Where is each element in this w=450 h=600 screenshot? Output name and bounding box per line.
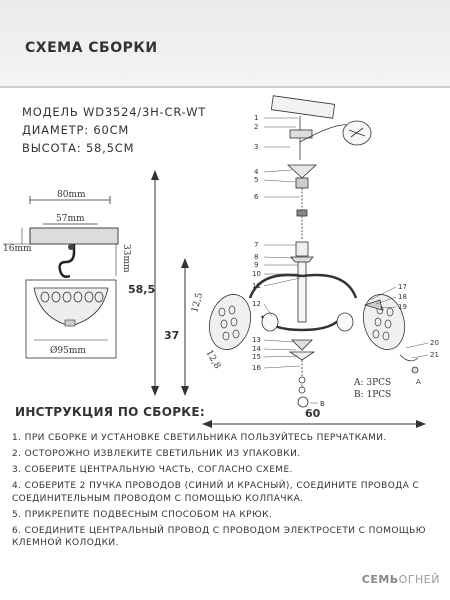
mount-bracket-drawing bbox=[3, 190, 131, 277]
instructions-title: ИНСТРУКЦИЯ ПО СБОРКЕ: bbox=[15, 405, 206, 419]
part-label-14: 14 bbox=[252, 345, 261, 353]
brand-logo bbox=[362, 573, 440, 586]
shade-diameter: Ø95mm bbox=[50, 346, 86, 356]
legend-b: B: 1PCS bbox=[354, 390, 392, 400]
instruction-step: 2. ОСТОРОЖНО ИЗВЛЕКИТЕ СВЕТИЛЬНИК ИЗ УПАКОВКИ. bbox=[12, 449, 301, 459]
page-title: СХЕМА СБОРКИ bbox=[25, 40, 158, 56]
part-label-b: B bbox=[320, 400, 325, 408]
part-label-2: 2 bbox=[254, 123, 259, 131]
dim-arm-top: 12,5 bbox=[190, 291, 206, 314]
part-label-8: 8 bbox=[254, 253, 259, 261]
mount-hook-height: 33mm bbox=[121, 244, 131, 273]
instruction-step: 6. СОЕДИНИТЕ ЦЕНТРАЛЬНЫЙ ПРОВОД С ПРОВОДОМ ЭЛЕКТРОСЕТИ С ПОМОЩЬЮ КЛЕМНОЙ КОЛОДКИ. bbox=[12, 525, 426, 548]
part-label-18: 18 bbox=[398, 293, 407, 301]
part-label-11: 11 bbox=[252, 282, 261, 290]
part-label-20: 20 bbox=[430, 339, 439, 347]
spec-model: МОДЕЛЬ WD3524/3H-CR-WT bbox=[22, 105, 207, 119]
part-label-a: A bbox=[416, 378, 421, 386]
spec-diameter: ДИАМЕТР: 60СМ bbox=[22, 123, 130, 137]
part-label-15: 15 bbox=[252, 353, 261, 361]
part-label-6: 6 bbox=[254, 193, 259, 201]
brand-bold: СЕМЬ bbox=[361, 573, 399, 586]
spec-height: ВЫСОТА: 58,5СМ bbox=[22, 141, 135, 155]
instruction-step: 5. ПРИКРЕПИТЕ ПОДВЕСНЫМ СПОСОБОМ НА КРЮК. bbox=[12, 509, 273, 520]
shade-drawing bbox=[26, 280, 116, 358]
dim-body-height: 37 bbox=[164, 329, 180, 342]
dim-total-height: 58,5 bbox=[128, 283, 156, 296]
leader-lines bbox=[264, 118, 428, 403]
legend-a: A: 3PCS bbox=[354, 378, 392, 388]
part-label-17: 17 bbox=[398, 283, 407, 291]
part-label-3: 3 bbox=[254, 143, 259, 151]
brand-light: ОГНЕЙ bbox=[398, 573, 440, 586]
chandelier-drawing bbox=[203, 96, 418, 407]
mount-depth: 16mm bbox=[3, 244, 32, 254]
instruction-step: 4. СОБЕРИТЕ 2 ПУЧКА ПРОВОДОВ (СИНИЙ И КРАСНЫЙ), СОЕДИНИТЕ ПРОВОДА С СОЕДИНИТЕЛЬНЫМ ПРОВОДОМ С ПОМОЩЬЮ КОЛПАЧКА. bbox=[12, 481, 420, 504]
part-label-21: 21 bbox=[430, 351, 439, 359]
mount-width-inner: 57mm bbox=[56, 214, 85, 224]
part-label-10: 10 bbox=[252, 270, 261, 278]
part-label-7: 7 bbox=[254, 241, 259, 249]
part-label-5: 5 bbox=[254, 176, 259, 184]
part-label-13: 13 bbox=[252, 336, 261, 344]
part-label-16: 16 bbox=[252, 364, 261, 372]
dim-arm-bottom: 12,8 bbox=[203, 348, 223, 371]
instructions-list bbox=[12, 432, 442, 553]
mount-width-outer: 80mm bbox=[57, 190, 86, 200]
instruction-step: 1. ПРИ СБОРКЕ И УСТАНОВКЕ СВЕТИЛЬНИКА ПОЛЬЗУЙТЕСЬ ПЕРЧАТКАМИ. bbox=[12, 433, 387, 443]
part-label-12: 12 bbox=[252, 300, 261, 308]
part-label-9: 9 bbox=[254, 261, 259, 269]
part-label-1: 1 bbox=[254, 114, 259, 122]
dim-width: 60 bbox=[305, 407, 321, 420]
instruction-step: 3. СОБЕРИТЕ ЦЕНТРАЛЬНУЮ ЧАСТЬ, СОГЛАСНО СХЕМЕ. bbox=[12, 465, 293, 475]
part-label-4: 4 bbox=[254, 168, 259, 176]
part-label-19: 19 bbox=[398, 303, 407, 311]
